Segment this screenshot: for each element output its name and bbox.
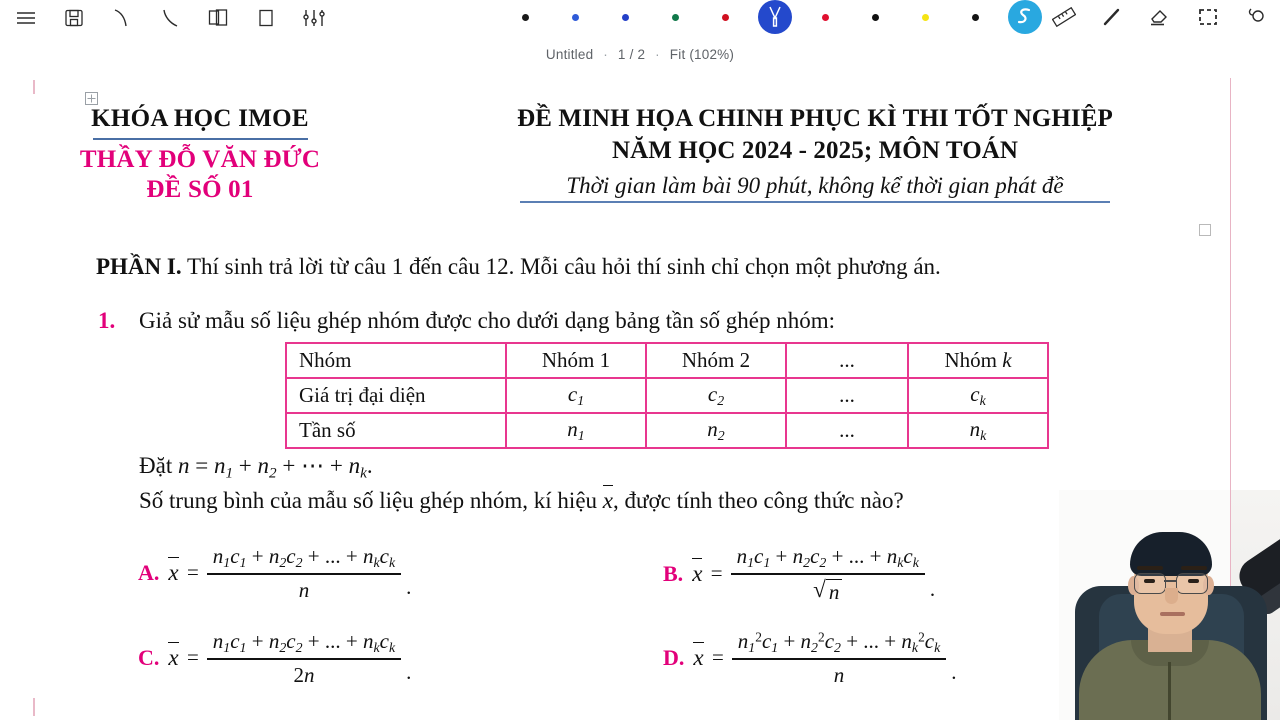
option-b-period: . — [929, 576, 936, 601]
option-b-label: B. — [663, 560, 684, 586]
table-cell: $n_1$ — [506, 413, 646, 448]
person-eye-right — [1188, 579, 1199, 583]
option-d-numerator: $n_1^2c_1 + n_2^2c_2$ + ... + $n_k^2c_k$ — [737, 629, 941, 655]
exam-title-line2: NĂM HỌC 2024 - 2025; MÔN TOÁN — [611, 137, 1019, 164]
new-page-icon[interactable] — [242, 1, 290, 35]
question-number: 1. — [98, 308, 116, 333]
document-header — [0, 103, 1230, 205]
table-row-label: Nhóm — [286, 343, 506, 378]
person-eyebrow-right — [1181, 566, 1207, 570]
table-cell: ... — [786, 378, 908, 413]
table-cell: $c_k$ — [908, 378, 1048, 413]
option-c-xbar: x — [168, 644, 179, 670]
subtitle-underline — [520, 201, 1110, 203]
exam-title-line1: ĐỀ MINH HỌA CHINH PHỤC KÌ THI TỐT NGHIỆP — [517, 105, 1113, 132]
course-name: KHÓA HỌC IMOE — [91, 105, 309, 132]
toolbar-color-palette — [500, 0, 1050, 34]
table-cell: Nhóm 1 — [506, 343, 646, 378]
move-handle-icon[interactable] — [85, 92, 98, 105]
option-a-equals: = — [185, 560, 200, 585]
mean-question-line: Số trung bình của mẫu số liệu ghép nhóm, kí hiệu x, được tính theo công thức nào? — [139, 488, 904, 513]
person-mouth — [1160, 612, 1185, 616]
status-separator-2: · — [655, 47, 660, 62]
color-swatch-green[interactable] — [650, 0, 700, 34]
option-a-fraction — [207, 544, 401, 602]
table-cell: $n_2$ — [646, 413, 786, 448]
table-cell: Nhóm 2 — [646, 343, 786, 378]
color-swatch-indigo[interactable] — [600, 0, 650, 34]
part-label: PHẦN I. — [96, 254, 182, 279]
person-eyebrow-left — [1137, 566, 1163, 570]
option-d-fraction — [732, 629, 946, 687]
table-cell: $c_1$ — [506, 378, 646, 413]
color-swatch-black[interactable] — [500, 0, 550, 34]
table-cell: Nhóm k — [908, 343, 1048, 378]
person-nose — [1165, 588, 1178, 604]
teacher-name: THẦY ĐỖ VĂN ĐỨC — [79, 146, 321, 173]
save-icon[interactable] — [50, 1, 98, 35]
table-row — [286, 378, 1048, 413]
top-toolbar — [0, 0, 1280, 36]
table-cell: $n_k$ — [908, 413, 1048, 448]
duplicate-page-icon[interactable] — [194, 1, 242, 35]
frequency-table — [285, 342, 1049, 449]
pen-tool[interactable] — [750, 0, 800, 34]
option-a-label: A. — [138, 559, 160, 585]
table-row — [286, 343, 1048, 378]
option-c-equals: = — [185, 645, 200, 670]
answer-option-a[interactable] — [138, 544, 411, 602]
option-a-period: . — [406, 574, 412, 599]
pen-line-icon[interactable] — [1088, 0, 1136, 34]
settings-sliders-icon[interactable] — [290, 1, 338, 35]
status-bar — [0, 47, 1280, 62]
table-row-label: Tần số — [286, 413, 506, 448]
answer-option-c[interactable] — [138, 629, 411, 687]
toolbar-right-group — [1040, 0, 1280, 34]
option-d-denominator: n — [833, 662, 845, 687]
table-cell: ... — [786, 343, 908, 378]
option-c-denominator: 2n — [293, 662, 315, 687]
option-d-xbar: x — [693, 644, 704, 670]
option-a-xbar: x — [168, 559, 179, 585]
color-swatch-black-3[interactable] — [950, 0, 1000, 34]
jacket-zipper — [1168, 662, 1171, 720]
option-d-equals: = — [710, 645, 725, 670]
option-a-numerator: $n_1c_1 + n_2c_2$ + ... + $n_kc_k$ — [212, 544, 396, 570]
margin-mark-top — [33, 80, 35, 94]
zoom-level[interactable]: Fit (102%) — [669, 47, 735, 62]
resize-handle[interactable] — [1199, 224, 1211, 236]
color-swatch-crimson[interactable] — [800, 0, 850, 34]
color-swatch-blue[interactable] — [550, 0, 600, 34]
menu-icon[interactable] — [2, 1, 50, 35]
option-b-denominator: √ n — [807, 575, 848, 604]
header-right-block — [400, 103, 1230, 205]
option-c-label: C. — [138, 644, 160, 670]
color-swatch-red[interactable] — [700, 0, 750, 34]
page-indicator[interactable]: 1 / 2 — [617, 47, 646, 62]
status-separator-1: · — [603, 47, 608, 62]
lasso-icon[interactable] — [1232, 0, 1280, 34]
header-left-block — [0, 103, 400, 205]
option-d-period: . — [951, 659, 957, 684]
webcam-overlay[interactable] — [1059, 490, 1280, 720]
exam-code: ĐỀ SỐ 01 — [146, 175, 254, 203]
table-row — [286, 413, 1048, 448]
question-text: Giả sử mẫu số liệu ghép nhóm được cho dưới dạng bảng tần số ghép nhóm: — [139, 308, 836, 333]
part-instruction: Thí sinh trả lời từ câu 1 đến câu 12. Mỗi câu hỏi thí sinh chỉ chọn một phương án. — [186, 254, 941, 279]
eraser-icon[interactable] — [1136, 0, 1184, 34]
option-b-numerator: $n_1c_1 + n_2c_2$ + ... + $n_kc_k$ — [736, 544, 919, 570]
option-b-fraction — [731, 544, 925, 604]
document-title[interactable]: Untitled — [545, 47, 594, 62]
option-a-denominator: n — [298, 577, 310, 602]
color-swatch-yellow[interactable] — [900, 0, 950, 34]
definition-line: Đặt $n = n_1 + n_2$ + ⋯ + $n_k$. — [139, 453, 373, 482]
color-swatch-black-2[interactable] — [850, 0, 900, 34]
select-rectangle-icon[interactable] — [1184, 0, 1232, 34]
option-b-xbar: x — [692, 560, 703, 586]
ruler-icon[interactable] — [1040, 0, 1088, 34]
option-d-label: D. — [663, 644, 685, 670]
part-one-line — [96, 254, 941, 280]
option-c-period: . — [406, 659, 412, 684]
person-eye-left — [1144, 579, 1155, 583]
curve-right-icon[interactable] — [98, 1, 146, 35]
option-c-fraction — [207, 629, 401, 687]
exam-duration-note: Thời gian làm bài 90 phút, không kể thời gian phát đề — [566, 173, 1064, 198]
frequency-table-wrapper — [285, 342, 1049, 449]
table-cell: ... — [786, 413, 908, 448]
margin-mark-bottom — [33, 698, 35, 716]
table-cell: $c_2$ — [646, 378, 786, 413]
answer-option-d[interactable] — [663, 629, 957, 687]
option-c-numerator: $n_1c_1 + n_2c_2$ + ... + $n_kc_k$ — [212, 629, 396, 655]
option-b-equals: = — [709, 561, 724, 586]
table-row-label: Giá trị đại diện — [286, 378, 506, 413]
curve-left-icon[interactable] — [146, 1, 194, 35]
header-divider-blue — [93, 138, 308, 140]
toolbar-left-group — [0, 1, 338, 35]
answer-option-b[interactable] — [663, 544, 935, 604]
